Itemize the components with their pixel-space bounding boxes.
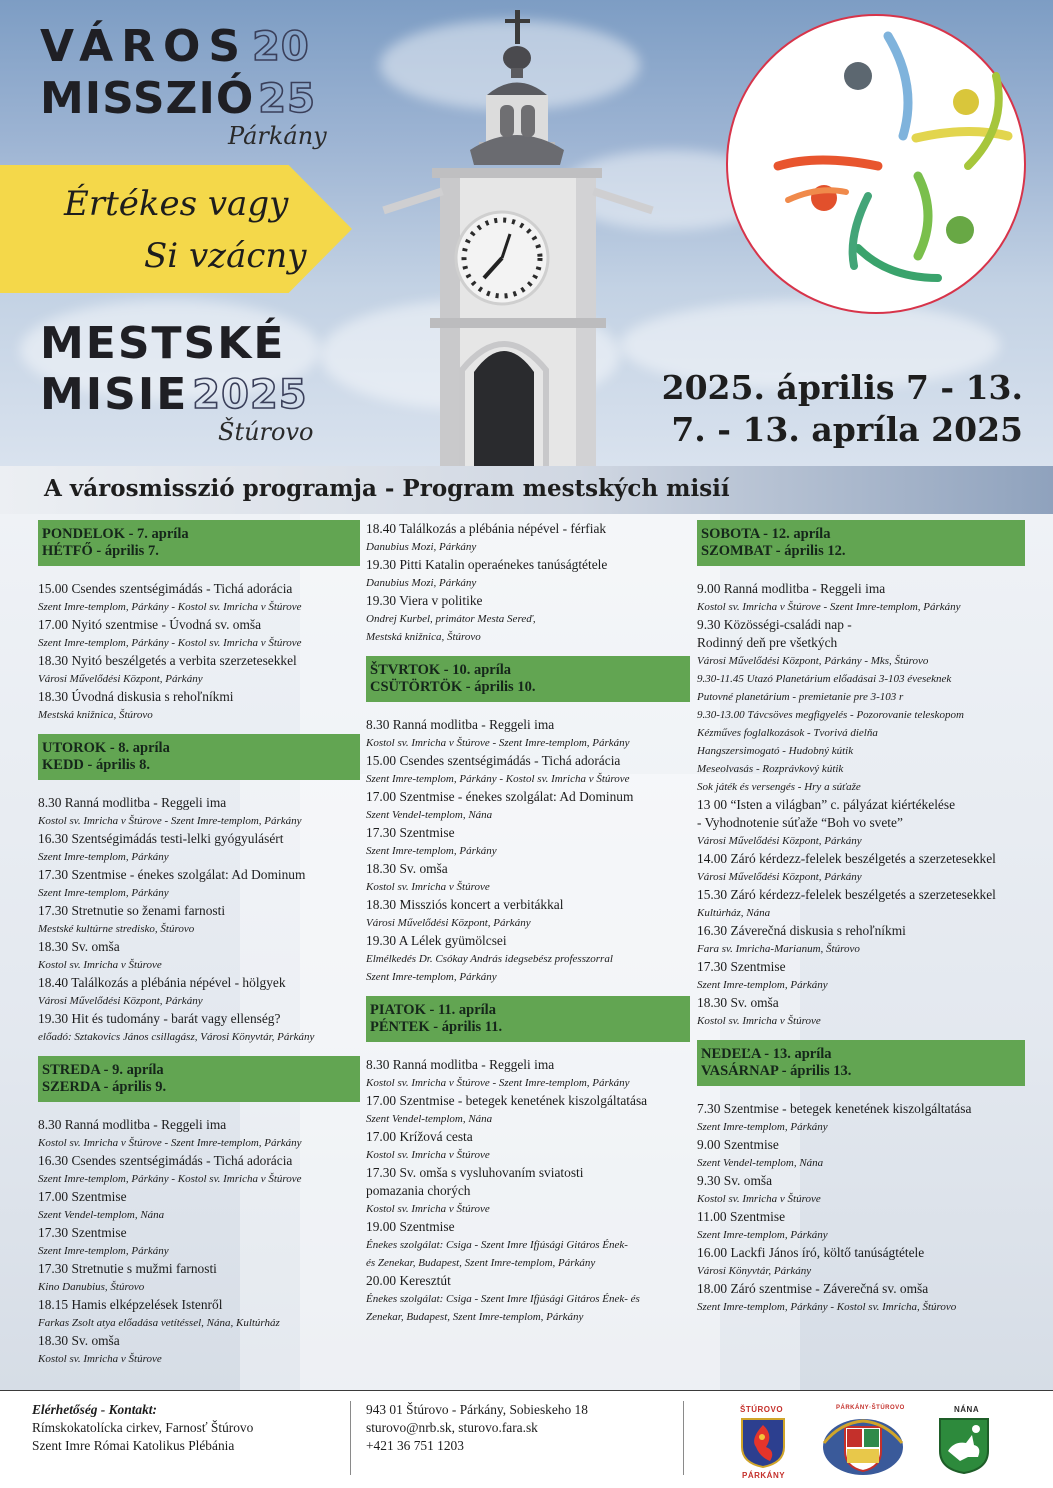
- event-title: 18.15 Hamis elképzelések Istenről: [38, 1297, 223, 1312]
- sk-year: 2025: [192, 372, 308, 418]
- event-place: Danubius Mozi, Párkány: [366, 541, 477, 553]
- day-spacer: [697, 1030, 1025, 1040]
- event-title: 16.30 Csendes szentségimádás - Tichá adorácia: [38, 1153, 293, 1168]
- event-title: 9.30 Sv. omša: [697, 1173, 773, 1188]
- mission-logo: [726, 14, 1026, 314]
- day-header: [38, 1056, 360, 1102]
- event-title: 18.40 Találkozás a plébánia népével - férfiak: [366, 521, 607, 536]
- program-event: [697, 1244, 1025, 1280]
- day-spacer: [38, 1046, 360, 1056]
- day-header-hu: PÉNTEK - április 11.: [370, 1019, 503, 1035]
- program-event: [697, 778, 1025, 796]
- event-title: 19.30 Viera v politike: [366, 593, 483, 608]
- day-spacer: [697, 1316, 1025, 1326]
- event-title: pomazania chorých: [366, 1183, 471, 1198]
- event-title: 18.40 Találkozás a plébánia népével - hölgyek: [38, 975, 286, 990]
- event-place: Szent Imre-templom, Párkány - Kostol sv. Imricha v Štúrove: [38, 601, 302, 613]
- event-place: Danubius Mozi, Párkány: [366, 577, 477, 589]
- event-place: Szent Imre-templom, Párkány: [697, 979, 828, 991]
- crest1-top-label: ŠTÚROVO: [740, 1405, 784, 1414]
- program-event: [366, 520, 690, 556]
- program-event: [697, 616, 1025, 634]
- program-event: [697, 670, 1025, 688]
- event-place: Szent Imre-templom, Párkány: [38, 887, 169, 899]
- program-event: [366, 628, 690, 646]
- event-place: Fara sv. Imricha-Marianum, Štúrovo: [697, 943, 860, 955]
- mission-logo-figures: [728, 16, 1024, 312]
- program-event: [697, 634, 1025, 670]
- event-place: Szent Imre-templom, Párkány: [38, 1245, 169, 1257]
- program-event: [697, 886, 1025, 922]
- event-place: Szent Imre-templom, Párkány - Kostol sv. Imricha v Štúrove: [366, 773, 630, 785]
- event-title: 17.30 Szentmise: [38, 1225, 127, 1240]
- program-event: [697, 814, 1025, 850]
- event-title: 19.30 Pitti Katalin operaénekes tanúságtétele: [366, 557, 608, 572]
- event-place: Mestské kultúrne stredisko, Štúrovo: [38, 923, 195, 935]
- day-header-hu: SZOMBAT - április 12.: [701, 543, 846, 559]
- program-event: [697, 796, 1025, 814]
- program-section: [0, 514, 1053, 1390]
- program-event: [366, 716, 690, 752]
- day-header-hu: VASÁRNAP - április 13.: [701, 1063, 852, 1079]
- program-event: [38, 902, 360, 938]
- sk-title: [40, 318, 308, 420]
- event-place: Szent Vendel-templom, Nána: [366, 1113, 493, 1125]
- event-place: Sok játék és versengés - Hry a súťaže: [697, 781, 861, 793]
- program-event: [38, 794, 360, 830]
- org-line-2: Szent Imre Római Katolikus Plébánia: [32, 1438, 235, 1453]
- program-event: [366, 592, 690, 628]
- program-event: [38, 830, 360, 866]
- event-title: 17.00 Szentmise - betegek kenetének kiszolgáltatása: [366, 1093, 648, 1108]
- event-place: Kostol sv. Imricha v Štúrove - Szent Imre-templom, Párkány: [38, 815, 302, 827]
- footer-divider: [350, 1401, 351, 1475]
- event-place: Kostol sv. Imricha v Štúrove: [38, 959, 162, 971]
- event-title: - Vyhodnotenie súťaže “Boh vo svete”: [697, 815, 903, 830]
- day-gap: [38, 566, 360, 580]
- event-title: 8.30 Ranná modlitba - Reggeli ima: [38, 1117, 227, 1132]
- program-event: [366, 1182, 690, 1218]
- program-event: [697, 706, 1025, 724]
- date-hu: 2025. április 7 - 13.: [661, 368, 1023, 407]
- event-place: Kostol sv. Imricha v Štúrove: [697, 1193, 821, 1205]
- footer: [0, 1390, 1053, 1488]
- event-place: Kostol sv. Imricha v Štúrove: [38, 1353, 162, 1365]
- program-event: [38, 580, 360, 616]
- event-place: Városi Művelődési Központ, Párkány: [697, 871, 862, 883]
- program-event: [366, 1056, 690, 1092]
- event-place: Énekes szolgálat: Csiga - Szent Imre Ifjúsági Gitáros Ének-: [366, 1239, 628, 1251]
- program-event: [38, 938, 360, 974]
- hu-title-line2: MISSZIÓ: [40, 73, 255, 124]
- program-event: [697, 1208, 1025, 1244]
- event-title: 17.30 Szentmise: [697, 959, 786, 974]
- event-place: Ondrej Kurbel, primátor Mesta Sereď,: [366, 613, 536, 625]
- day-gap: [366, 702, 690, 716]
- program-event: [697, 922, 1025, 958]
- program-event: [366, 1128, 690, 1164]
- program-event: [366, 1164, 690, 1182]
- program-event: [38, 1332, 360, 1368]
- tagline-hu: Értékes vagy: [64, 184, 289, 224]
- event-title: 16.00 Lackfi János író, költő tanúságtétele: [697, 1245, 925, 1260]
- day-gap: [697, 1086, 1025, 1100]
- event-title: 13 00 “Isten a világban” c. pályázat kiértékelése: [697, 797, 956, 812]
- program-event: [38, 974, 360, 1010]
- event-place: Városi Könyvtár, Párkány: [697, 1265, 812, 1277]
- address: 943 01 Štúrovo - Párkány, Sobieskeho 18: [366, 1402, 588, 1417]
- day-header: [697, 520, 1025, 566]
- event-place: Kostol sv. Imricha v Štúrove - Szent Imre-templom, Párkány: [697, 601, 961, 613]
- event-place: Zenekar, Budapest, Szent Imre-templom, Párkány: [366, 1311, 584, 1323]
- day-header-sk: PONDELOK - 7. apríla: [42, 526, 189, 542]
- event-place: Hangszersimogató - Hudobný kútik: [697, 745, 854, 757]
- program-event: [366, 932, 690, 968]
- event-place: Szent Imre-templom, Párkány - Kostol sv. Imricha, Štúrovo: [697, 1301, 957, 1313]
- event-place: Szent Vendel-templom, Nána: [697, 1157, 824, 1169]
- footer-divider: [683, 1401, 684, 1475]
- event-place: Városi Művelődési Központ, Párkány: [38, 995, 203, 1007]
- event-title: 18.30 Sv. omša: [38, 939, 120, 954]
- event-place: Kostol sv. Imricha v Štúrove - Szent Imre-templom, Párkány: [366, 737, 630, 749]
- hu-title: [40, 21, 316, 124]
- event-title: 20.00 Keresztút: [366, 1273, 451, 1288]
- day-gap: [366, 1042, 690, 1056]
- event-place: Városi Művelődési Központ, Párkány: [38, 673, 203, 685]
- program-event: [38, 688, 360, 724]
- program-event: [366, 752, 690, 788]
- nana-crest-icon: [938, 1417, 990, 1475]
- event-title: 8.30 Ranná modlitba - Reggeli ima: [38, 795, 227, 810]
- event-title: 15.30 Záró kérdezz-felelek beszélgetés a szerzetesekkel: [697, 887, 996, 902]
- hu-year-top: 20: [252, 24, 310, 70]
- program-event: [366, 860, 690, 896]
- program-event: [366, 556, 690, 592]
- event-title: 9.00 Ranná modlitba - Reggeli ima: [697, 581, 886, 596]
- day-header-sk: ŠTVRTOK - 10. apríla: [370, 662, 512, 678]
- event-place: Kostol sv. Imricha v Štúrove - Szent Imre-templom, Párkány: [366, 1077, 630, 1089]
- event-place: előadó: Sztakovics János csillagász, Városi Könyvtár, Párkány: [38, 1031, 315, 1043]
- program-event: [697, 760, 1025, 778]
- event-title: 17.00 Szentmise: [38, 1189, 127, 1204]
- email[interactable]: sturovo@nrb.sk, sturovo.fara.sk: [366, 1420, 538, 1435]
- day-header: [366, 996, 690, 1042]
- event-title: 17.00 Szentmise - énekes szolgálat: Ad Dominum: [366, 789, 634, 804]
- tagline-sk: Si vzácny: [144, 236, 307, 276]
- event-title: 19.00 Szentmise: [366, 1219, 455, 1234]
- event-title: 17.30 Stretnutie so ženami farnosti: [38, 903, 226, 918]
- event-place: Farkas Zsolt atya előadása vetítéssel, Nána, Kultúrház: [38, 1317, 280, 1329]
- event-place: Városi Művelődési Központ, Párkány: [697, 835, 862, 847]
- event-place: Kézműves foglalkozások - Tvorivá dielňa: [697, 727, 878, 739]
- event-place: Énekes szolgálat: Csiga - Szent Imre Ifjúsági Gitáros Ének- és: [366, 1293, 640, 1305]
- event-title: 9.30 Közösségi-családi nap -: [697, 617, 852, 632]
- crest3-top-label: NÁNA: [954, 1405, 980, 1414]
- event-place: Mestská knižnica, Štúrovo: [38, 709, 153, 721]
- event-title: 18.30 Sv. omša: [38, 1333, 120, 1348]
- event-place: Szent Imre-templom, Párkány - Kostol sv. Imricha v Štúrove: [38, 637, 302, 649]
- event-title: 17.30 Sv. omša s vysluhovaním sviatosti: [366, 1165, 584, 1180]
- event-title: 17.00 Nyitó szentmise - Úvodná sv. omša: [38, 617, 262, 632]
- program-event: [697, 580, 1025, 616]
- program-event: [38, 1010, 360, 1046]
- event-place: Városi Művelődési Központ, Párkány: [366, 917, 531, 929]
- contact-block: [32, 1401, 253, 1455]
- program-column-1: [38, 520, 360, 1378]
- event-place: Kostol sv. Imricha v Štúrove: [697, 1015, 821, 1027]
- program-event: [38, 1188, 360, 1224]
- day-header-sk: UTOROK - 8. apríla: [42, 740, 170, 756]
- program-event: [366, 1092, 690, 1128]
- program-event: [697, 1172, 1025, 1208]
- event-place: és Zenekar, Budapest, Szent Imre-templom, Párkány: [366, 1257, 596, 1269]
- event-title: 18.30 Missziós koncert a verbitákkal: [366, 897, 564, 912]
- crest1-bottom-label: PÁRKÁNY: [742, 1471, 786, 1480]
- event-title: 15.00 Csendes szentségimádás - Tichá adorácia: [38, 581, 293, 596]
- sk-title-line2: MISIE: [40, 369, 189, 420]
- event-place: Kultúrház, Nána: [697, 907, 771, 919]
- hu-city: Párkány: [228, 122, 327, 150]
- phone[interactable]: +421 36 751 1203: [366, 1438, 464, 1453]
- hero-section: [0, 0, 1053, 466]
- event-title: 8.30 Ranná modlitba - Reggeli ima: [366, 1057, 555, 1072]
- day-header-hu: HÉTFŐ - április 7.: [42, 543, 159, 559]
- event-place: Városi Művelődési Központ, Párkány - Mks, Štúrovo: [697, 655, 929, 667]
- program-event: [38, 866, 360, 902]
- program-event: [697, 1280, 1025, 1316]
- day-gap: [38, 780, 360, 794]
- day-spacer: [366, 646, 690, 656]
- program-event: [697, 958, 1025, 994]
- day-header: [38, 520, 360, 566]
- event-place: Szent Imre-templom, Párkány: [366, 971, 497, 983]
- event-title: 8.30 Ranná modlitba - Reggeli ima: [366, 717, 555, 732]
- program-event: [697, 1136, 1025, 1172]
- event-place: Mestská knižnica, Štúrovo: [366, 631, 481, 643]
- event-place: Szent Imre-templom, Párkány: [697, 1121, 828, 1133]
- program-event: [697, 850, 1025, 886]
- program-event: [38, 1152, 360, 1188]
- event-title: 17.30 Stretnutie s mužmi farnosti: [38, 1261, 217, 1276]
- event-place: Kostol sv. Imricha v Štúrove: [366, 1203, 490, 1215]
- day-header: [38, 734, 360, 780]
- event-title: 17.00 Krížová cesta: [366, 1129, 473, 1144]
- program-event: [366, 968, 690, 986]
- sturovo-crest-icon: [740, 1417, 786, 1469]
- program-event: [697, 994, 1025, 1030]
- day-gap: [38, 1102, 360, 1116]
- program-event: [697, 724, 1025, 742]
- event-title: 15.00 Csendes szentségimádás - Tichá adorácia: [366, 753, 621, 768]
- event-title: 19.30 A Lélek gyümölcsei: [366, 933, 507, 948]
- event-title: 19.30 Hit és tudomány - barát vagy ellenség?: [38, 1011, 281, 1026]
- event-place: Szent Imre-templom, Párkány: [38, 851, 169, 863]
- event-title: 18.30 Nyitó beszélgetés a verbita szerzetesekkel: [38, 653, 297, 668]
- event-place: Meseolvasás - Rozprávkový kútik: [697, 763, 844, 775]
- event-title: 16.30 Záverečná diskusia s rehoľníkmi: [697, 923, 906, 938]
- contact-title: Elérhetőség - Kontakt:: [32, 1402, 157, 1417]
- program-column-3: [697, 520, 1025, 1326]
- event-place: Putovné planetárium - premietanie pre 3-103 r: [697, 691, 904, 703]
- program-event: [38, 652, 360, 688]
- day-spacer: [38, 1368, 360, 1378]
- event-place: Kostol sv. Imricha v Štúrove - Szent Imre-templom, Párkány: [38, 1137, 302, 1149]
- event-place: Szent Vendel-templom, Nána: [38, 1209, 165, 1221]
- day-gap: [697, 566, 1025, 580]
- program-event: [366, 1254, 690, 1272]
- org-line-1: Rímskokatolícka cirkev, Farnosť Štúrovo: [32, 1420, 254, 1435]
- day-header-sk: STREDA - 9. apríla: [42, 1062, 164, 1078]
- event-place: Kino Danubius, Štúrovo: [38, 1281, 145, 1293]
- day-spacer: [38, 724, 360, 734]
- day-header-hu: KEDD - április 8.: [42, 757, 150, 773]
- event-place: Szent Imre-templom, Párkány: [697, 1229, 828, 1241]
- sk-title-line1: MESTSKÉ: [40, 318, 286, 369]
- day-spacer: [366, 986, 690, 996]
- event-title: 11.00 Szentmise: [697, 1209, 786, 1224]
- event-place: 9.30-11.45 Utazó Planetárium előadásai 3-103 éveseknek: [697, 673, 952, 685]
- event-title: 18.30 Sv. omša: [697, 995, 779, 1010]
- program-event: [366, 1218, 690, 1254]
- event-title: 18.30 Sv. omša: [366, 861, 448, 876]
- crest2-top-label: PÁRKÁNY·ŠTÚROVO: [836, 1405, 905, 1411]
- day-header-sk: NEDEĽA - 13. apríla: [701, 1046, 832, 1062]
- event-title: Rodinný deň pre všetkých: [697, 635, 838, 650]
- program-event: [38, 616, 360, 652]
- event-place: Szent Imre-templom, Párkány: [366, 845, 497, 857]
- program-banner: [0, 466, 1053, 514]
- program-event: [366, 1272, 690, 1308]
- event-place: Kostol sv. Imricha v Štúrove: [366, 881, 490, 893]
- program-event: [38, 1260, 360, 1296]
- program-event: [38, 1296, 360, 1332]
- program-event: [366, 1308, 690, 1326]
- day-header-sk: PIATOK - 11. apríla: [370, 1002, 496, 1018]
- event-place: Elmélkedés Dr. Csókay András idegsebész professzorral: [366, 953, 613, 965]
- event-title: 17.30 Szentmise - énekes szolgálat: Ad Dominum: [38, 867, 306, 882]
- program-event: [38, 1116, 360, 1152]
- program-event: [366, 896, 690, 932]
- sk-city: Štúrovo: [218, 418, 314, 446]
- day-header-hu: CSÜTÖRTÖK - április 10.: [370, 679, 536, 695]
- day-header-hu: SZERDA - április 9.: [42, 1079, 167, 1095]
- event-place: Szent Vendel-templom, Nána: [366, 809, 493, 821]
- program-event: [366, 824, 690, 860]
- parish-crest-icon: [820, 1413, 906, 1479]
- event-title: 9.00 Szentmise: [697, 1137, 779, 1152]
- program-event: [697, 688, 1025, 706]
- day-header: [697, 1040, 1025, 1086]
- date-sk: 7. - 13. apríla 2025: [671, 410, 1023, 449]
- program-event: [697, 742, 1025, 760]
- event-title: 16.30 Szentségimádás testi-lelki gyógyulásért: [38, 831, 284, 846]
- day-header: [366, 656, 690, 702]
- program-event: [366, 788, 690, 824]
- event-title: 17.30 Szentmise: [366, 825, 455, 840]
- hu-title-line1: VÁROS: [40, 21, 249, 72]
- hu-year-bottom: 25: [258, 76, 316, 122]
- event-title: 18.30 Úvodná diskusia s rehoľníkmi: [38, 689, 234, 704]
- day-spacer: [366, 1326, 690, 1336]
- program-column-2: [366, 520, 690, 1336]
- program-event: [38, 1224, 360, 1260]
- event-place: 9.30-13.00 Távcsöves megfigyelés - Pozorovanie teleskopom: [697, 709, 964, 721]
- event-place: Szent Imre-templom, Párkány - Kostol sv. Imricha v Štúrove: [38, 1173, 302, 1185]
- event-title: 7.30 Szentmise - betegek kenetének kiszolgáltatása: [697, 1101, 972, 1116]
- event-title: 18.00 Záró szentmise - Záverečná sv. omša: [697, 1281, 929, 1296]
- address-block: [366, 1401, 588, 1455]
- event-title: 14.00 Záró kérdezz-felelek beszélgetés a szerzetesekkel: [697, 851, 996, 866]
- program-event: [697, 1100, 1025, 1136]
- event-place: Kostol sv. Imricha v Štúrove: [366, 1149, 490, 1161]
- day-header-sk: SOBOTA - 12. apríla: [701, 526, 831, 542]
- program-title: A városmisszió programja - Program mestských misií: [44, 475, 730, 502]
